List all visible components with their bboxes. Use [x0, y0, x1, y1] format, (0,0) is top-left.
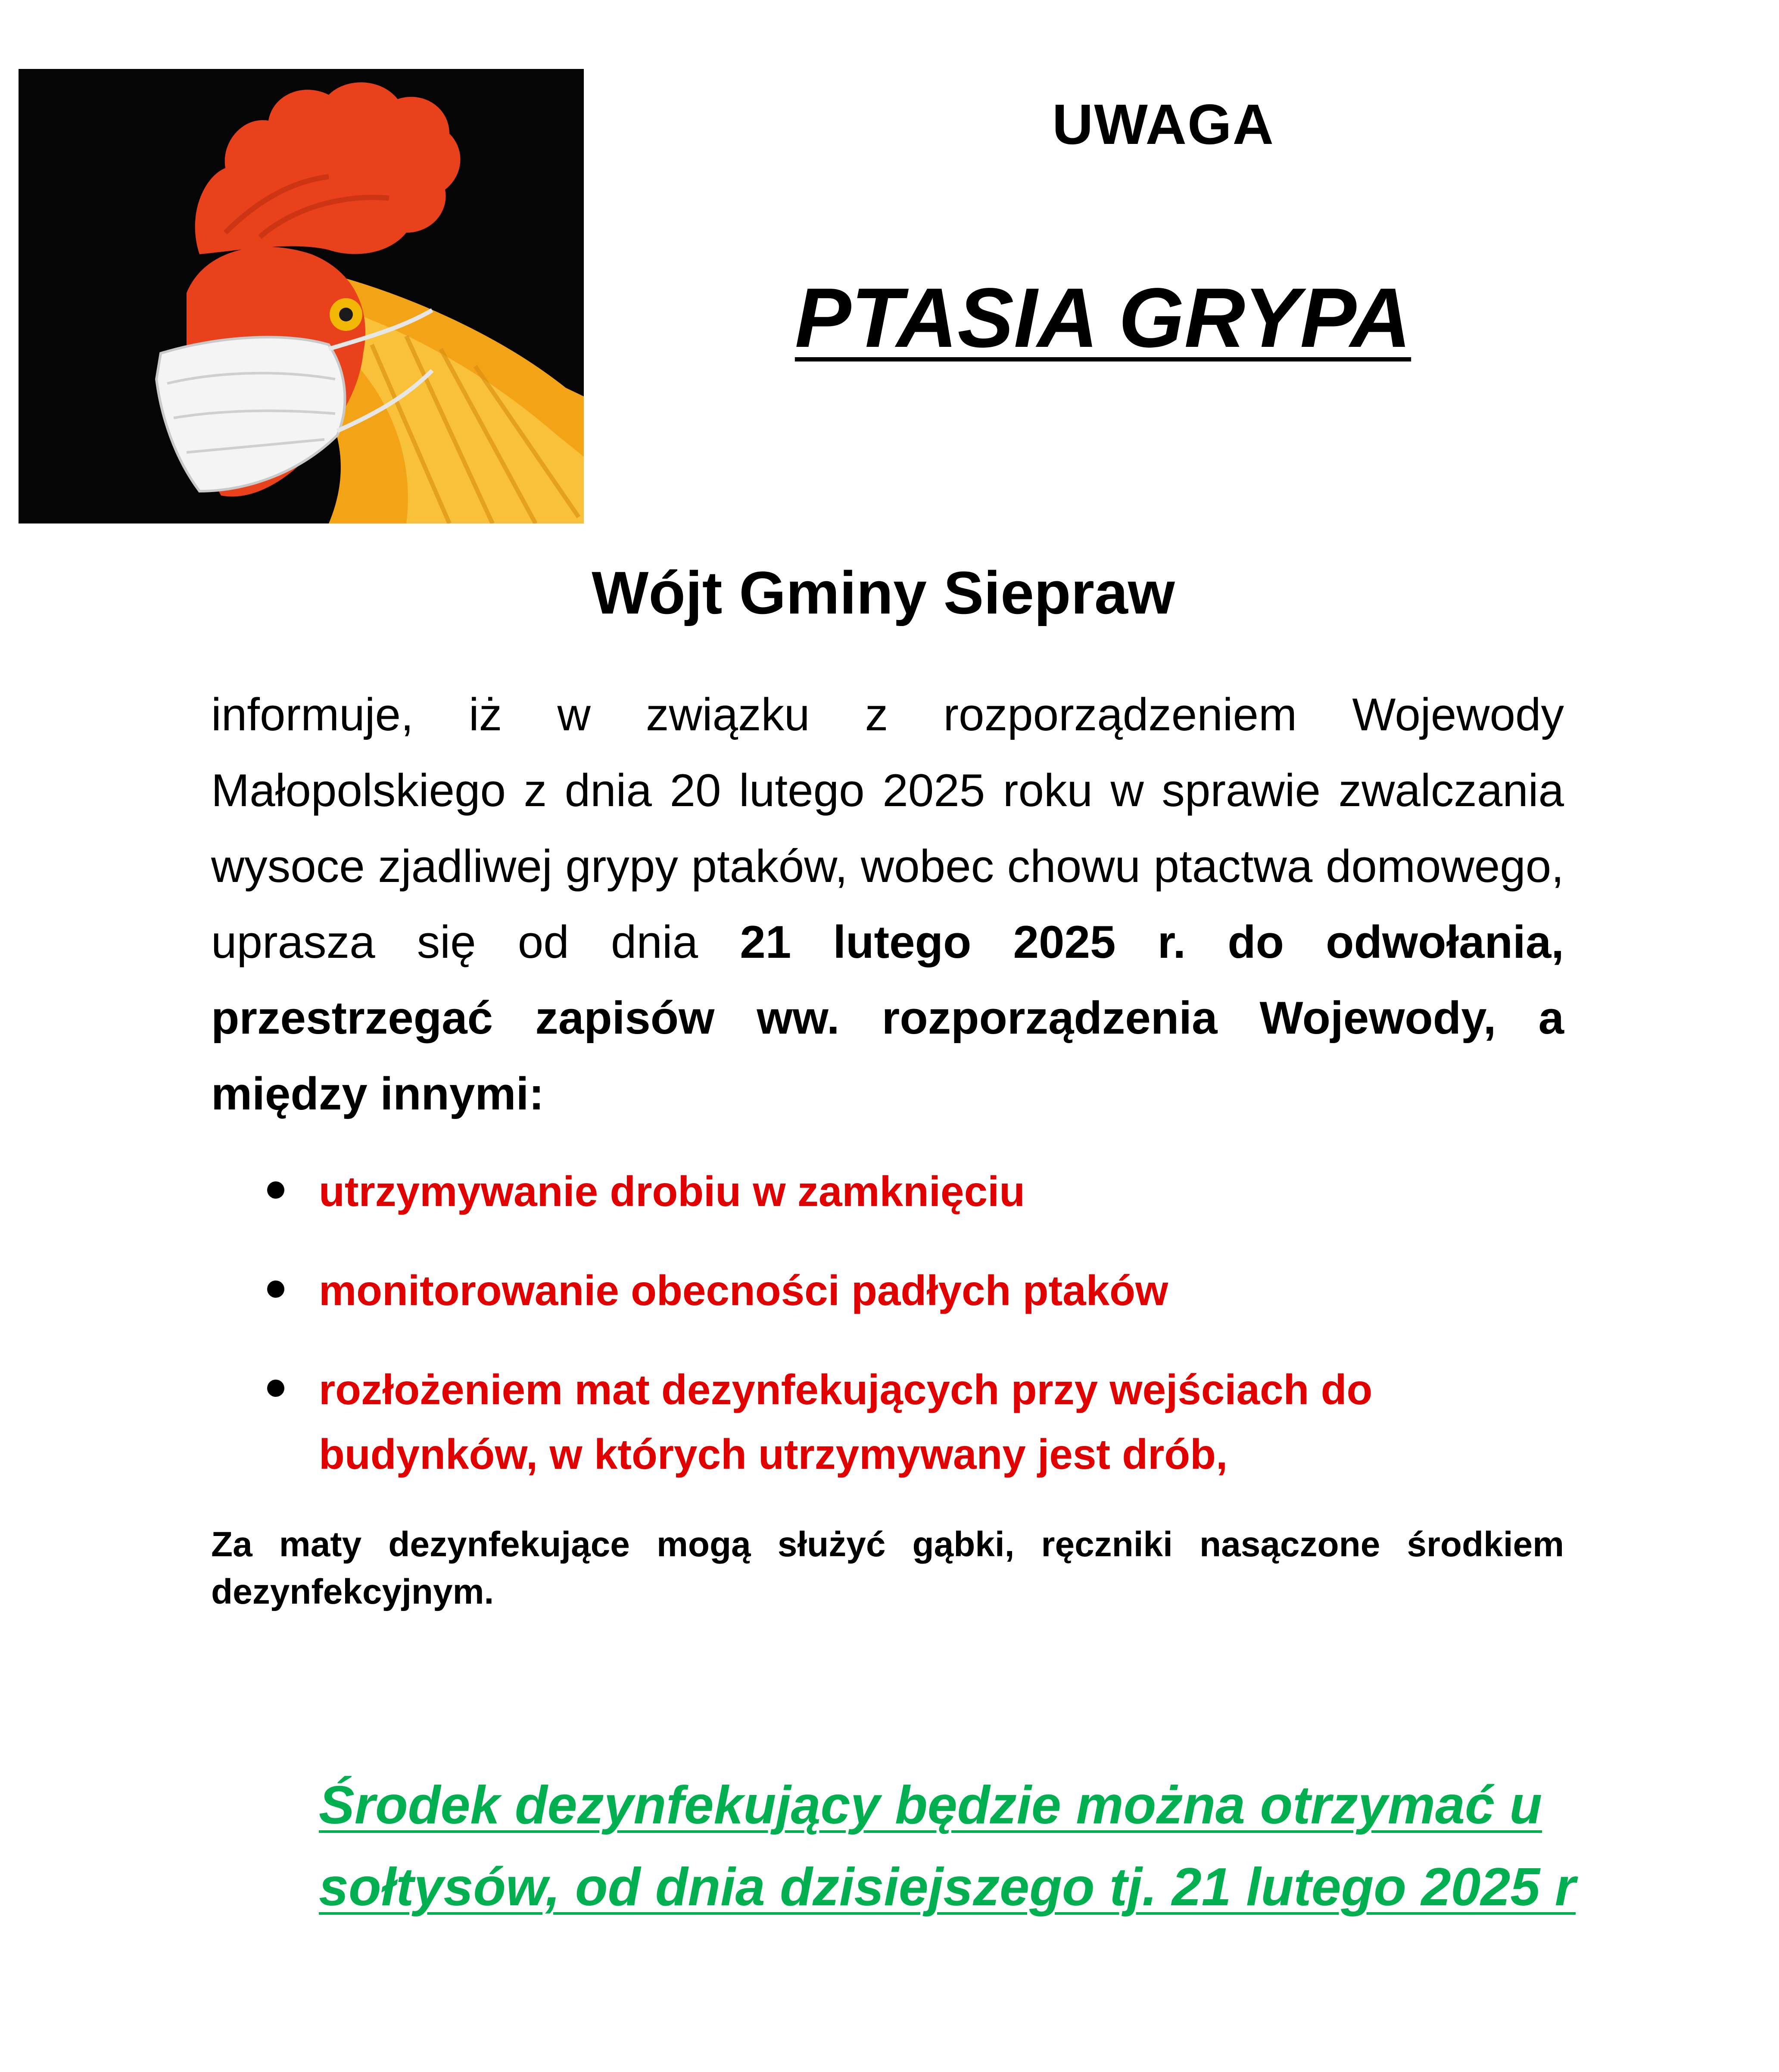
list-item	[259, 1357, 1465, 1486]
main-title	[767, 267, 1439, 368]
intro-regular-text: informuje, iż w związku z rozporządzeniem Wojewody Małopolskiego z dnia 20 lutego 2025 roku w sprawie zwalczania wysoce zjadliwej grypy ptaków, wobec chowu ptactwa domowego, uprasza się od dnia	[211, 689, 1564, 968]
requirement-text: rozłożeniem mat dezynfekujących przy wejściach do budynków, w których utrzymywany jest drób,	[319, 1366, 1373, 1478]
distribution-notice	[319, 1764, 1611, 1928]
bullet-icon	[267, 1281, 284, 1298]
requirements-list	[259, 1159, 1465, 1521]
note-paragraph: Za maty dezynfekujące mogą służyć gąbki, ręczniki nasączone środkiem dezynfekcyjnym.	[211, 1525, 1564, 1611]
list-item	[259, 1159, 1465, 1224]
distribution-notice-text: Środek dezynfekujący będzie można otrzymać u sołtysów, od dnia dzisiejszego tj. 21 lutego 2025 r	[319, 1776, 1576, 1917]
list-item	[259, 1258, 1465, 1323]
bullet-icon	[267, 1380, 284, 1397]
author-heading: Wójt Gminy Siepraw	[592, 559, 1175, 626]
main-title-text: PTASIA GRYPA	[794, 271, 1411, 365]
requirement-text: utrzymywanie drobiu w zamknięciu	[319, 1168, 1025, 1215]
requirement-text: monitorowanie obecności padłych ptaków	[319, 1267, 1168, 1314]
warning-heading: UWAGA	[1052, 93, 1274, 156]
intro-bold-text: 21 lutego 2025 r. do odwołania, przestrzegać zapisów ww. rozporządzenia Wojewody, a między innymi:	[211, 916, 1564, 1119]
bullet-icon	[267, 1181, 284, 1199]
intro-paragraph	[211, 676, 1564, 1131]
rooster-with-face-mask-icon	[19, 69, 584, 523]
